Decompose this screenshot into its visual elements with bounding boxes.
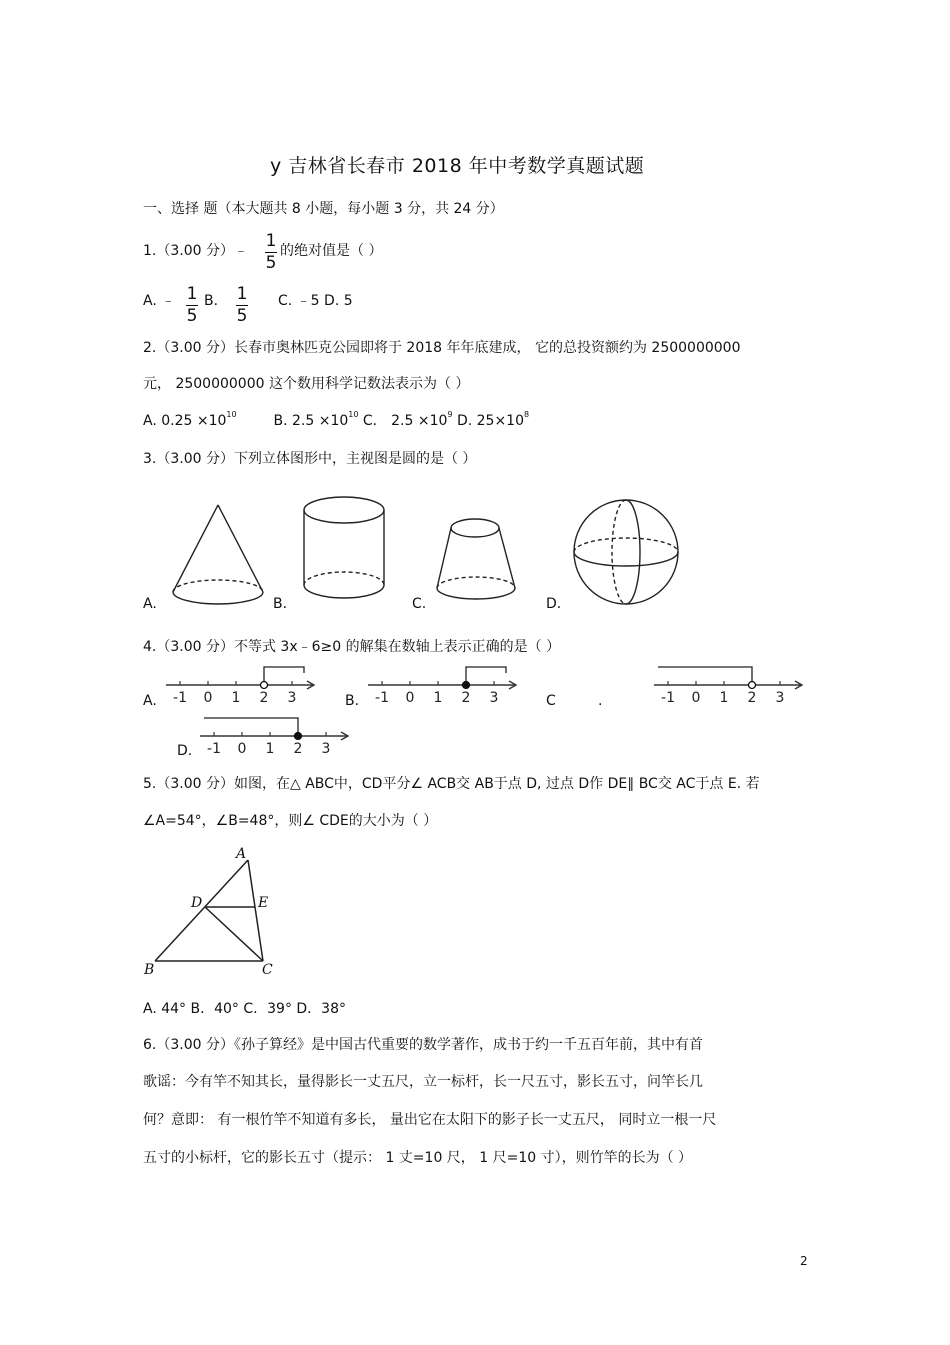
tick-label: -1 [207, 741, 221, 757]
q2-line2: 元， 2500000000 这个数用科学记数法表示为（ ） [143, 376, 470, 392]
q5-line2: ∠A=54°，∠B=48°，则∠ CDE的大小为（ ） [143, 813, 438, 829]
tick-label: 1 [433, 690, 443, 706]
q2-options: A. $0.25 \times 10^{10}$ B. $2.5 \times 10^{10}$ C． $2.5 \times 10^9$ D. $25\times 10^8$ [143, 410, 530, 429]
q1-option-a-fraction: 1 5 [186, 284, 198, 326]
triangle-figure [155, 860, 263, 961]
q3-label-b: B． [273, 596, 297, 612]
tick-label: -1 [173, 690, 187, 706]
cone-icon [173, 505, 263, 604]
point-label-d: D [191, 895, 203, 911]
sphere-icon [574, 500, 678, 604]
tick-label: 2 [461, 690, 471, 706]
q6-line4: 五寸的小标杆，它的影长五寸（提示： 1 丈=10 尺， 1 尺=10 寸），则竹竿的长为（ ） [143, 1150, 693, 1166]
solution-ray [466, 667, 506, 681]
closed-dot [295, 733, 302, 740]
q5-line1: 5.（3.00 分）如图，在△ ABC中，CD平分∠ ACB交 AB于点 D, 过点 D作 DE∥ BC交 AC于点 E. 若 [143, 776, 760, 792]
q6-line2: 歌谣：今有竿不知其长，量得影长一丈五尺，立一标杆，长一尺五寸，影长五寸，问竿长几 [143, 1074, 703, 1090]
closed-dot [463, 682, 470, 689]
q4-label-d: D. [177, 743, 193, 759]
q3-label-a: A. [143, 596, 157, 612]
tick-label: 0 [237, 741, 247, 757]
cylinder-icon [304, 497, 384, 598]
q6-line3: 何？意即： 有一根竹竿不知道有多长， 量出它在太阳下的影子长一丈五尺， 同时立一根一尺 [143, 1112, 717, 1128]
q1-frac-num: 1 [265, 231, 277, 251]
tick-label: 1 [265, 741, 275, 757]
q1-option-b: B． [204, 293, 228, 309]
q1-stem-suffix: 的绝对值是（ ） [280, 243, 383, 259]
tick-label: 0 [405, 690, 415, 706]
tick-label: 3 [321, 741, 331, 757]
open-dot [261, 682, 268, 689]
tick-label: 2 [747, 690, 757, 706]
point-label-b: B [144, 962, 155, 978]
number-line-c [654, 665, 814, 705]
open-dot [749, 682, 756, 689]
q4-stem: 4.（3.00 分）不等式 3x﹣6≥0 的解集在数轴上表示正确的是（ ） [143, 639, 561, 655]
tick-label: 1 [231, 690, 241, 706]
q4-label-c: C [546, 693, 556, 709]
page-number: 2 [800, 1254, 808, 1268]
point-label-a: A [236, 846, 247, 862]
number-line-d [200, 716, 350, 756]
point-label-c: C [262, 962, 273, 978]
tick-label: 3 [775, 690, 785, 706]
q3-label-d: D. [546, 596, 562, 612]
q2-line1: 2.（3.00 分）长春市奥林匹克公园即将于 2018 年年底建成， 它的总投资额约为 2500000000 [143, 340, 741, 356]
solution-ray [264, 667, 304, 681]
q4-label-c-dot: . [598, 693, 603, 709]
tick-label: -1 [661, 690, 675, 706]
point-label-e: E [258, 895, 269, 911]
tick-label: 2 [293, 741, 303, 757]
q1-option-a: A. ﹣ [143, 293, 176, 309]
solution-ray [204, 718, 298, 732]
q6-line1: 6.（3.00 分）《孙子算经》是中国古代重要的数学著作，成书于约一千五百年前，其中有首 [143, 1037, 703, 1053]
page-title: y 吉林省长春市 2018 年中考数学真题试题 [270, 155, 645, 177]
tick-label: 3 [489, 690, 499, 706]
section-heading: 一、选择 题（本大题共 8 小题，每小题 3 分，共 24 分） [143, 201, 504, 217]
q5-options: A. 44° B．40° C．39° D．38° [143, 1001, 346, 1017]
tick-label: 1 [719, 690, 729, 706]
q3-label-c: C. [412, 596, 427, 612]
number-line-a [166, 665, 316, 705]
q3-stem: 3.（3.00 分）下列立体图形中，主视图是圆的是（ ） [143, 451, 477, 467]
q4-label-a: A. [143, 693, 157, 709]
q4-label-b: B. [345, 693, 360, 709]
q1-fraction [265, 233, 277, 272]
q1-option-b-fraction: 1 5 [236, 284, 248, 326]
tick-label: 0 [691, 690, 701, 706]
frustum-icon [437, 519, 515, 599]
q1-stem-prefix: 1.（3.00 分）﹣ [143, 243, 248, 259]
q1-frac-den: 5 [265, 253, 277, 273]
solution-ray [658, 667, 752, 681]
tick-label: 3 [287, 690, 297, 706]
tick-label: -1 [375, 690, 389, 706]
tick-label: 2 [259, 690, 269, 706]
q1-option-cd: C. ﹣5 D. 5 [278, 293, 353, 309]
number-line-b [368, 665, 518, 705]
tick-label: 0 [203, 690, 213, 706]
